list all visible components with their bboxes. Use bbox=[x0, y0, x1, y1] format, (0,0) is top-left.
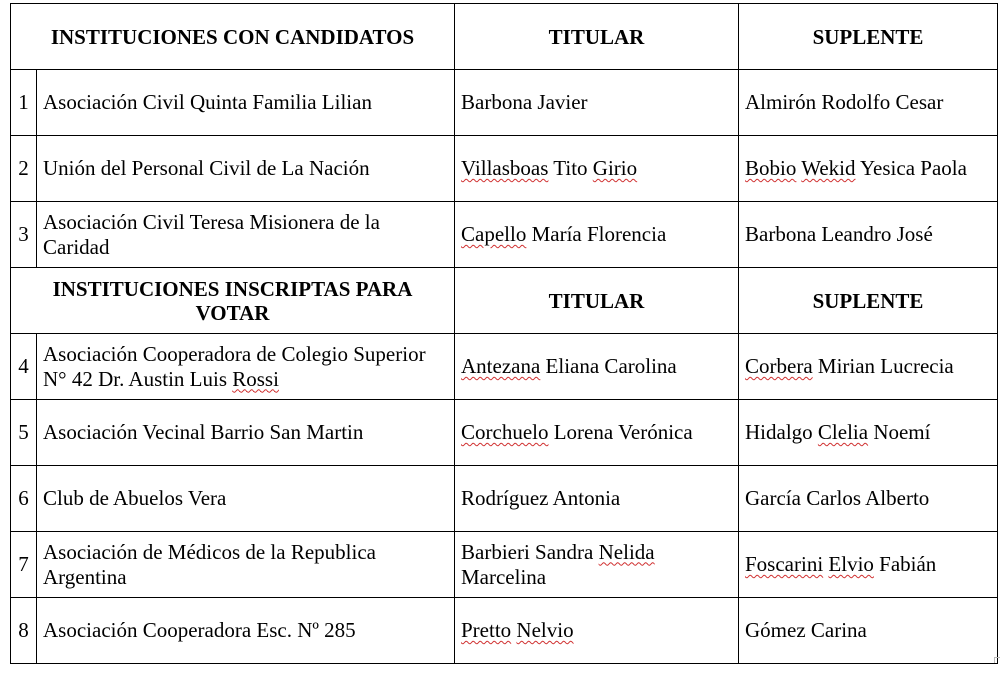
table-body bbox=[11, 4, 998, 664]
spellcheck-word: Villasboas bbox=[461, 156, 549, 180]
spellcheck-word: Nelvio bbox=[516, 618, 574, 642]
row-number: 2 bbox=[11, 136, 37, 202]
row-number: 4 bbox=[11, 334, 37, 400]
row-number: 1 bbox=[11, 70, 37, 136]
text-segment: García Carlos Alberto bbox=[745, 486, 930, 510]
text-segment: Club de Abuelos Vera bbox=[43, 486, 227, 510]
spellcheck-word: Corbera bbox=[745, 354, 813, 378]
institutions-table bbox=[10, 3, 998, 664]
institution-name bbox=[37, 598, 455, 664]
text-segment: Asociación Cooperadora Esc. Nº 285 bbox=[43, 618, 356, 642]
titular-name bbox=[455, 466, 739, 532]
header-titular: TITULAR bbox=[455, 4, 739, 70]
spellcheck-word: Pretto bbox=[461, 618, 512, 642]
text-segment: Asociación Civil Teresa Misionera de la Caridad bbox=[43, 209, 380, 259]
row-number: 6 bbox=[11, 466, 37, 532]
text-segment: María Florencia bbox=[526, 222, 667, 246]
institution-name bbox=[37, 70, 455, 136]
header-suplente: SUPLENTE bbox=[739, 268, 998, 334]
row-number: 3 bbox=[11, 202, 37, 268]
institution-name bbox=[37, 400, 455, 466]
table-row bbox=[11, 202, 998, 268]
text-segment: Unión del Personal Civil de La Nación bbox=[43, 156, 370, 180]
header-institutions: INSTITUCIONES CON CANDIDATOS bbox=[11, 4, 455, 70]
suplente-name bbox=[739, 466, 998, 532]
institution-name bbox=[37, 466, 455, 532]
table-row bbox=[11, 70, 998, 136]
spellcheck-word: Girio bbox=[592, 156, 638, 180]
text-segment: Rodríguez Antonia bbox=[461, 486, 621, 510]
titular-name bbox=[455, 400, 739, 466]
text-segment: Eliana Carolina bbox=[540, 354, 677, 378]
table-row bbox=[11, 598, 998, 664]
text-segment: Barbieri Sandra bbox=[461, 539, 599, 564]
text-segment: Barbona Leandro José bbox=[745, 222, 933, 246]
table-row bbox=[11, 466, 998, 532]
spellcheck-word: Capello bbox=[461, 222, 527, 246]
suplente-name bbox=[739, 532, 998, 598]
text-segment: Lorena Verónica bbox=[548, 420, 693, 444]
suplente-name bbox=[739, 598, 998, 664]
spellcheck-word: Bobio bbox=[745, 156, 797, 180]
text-segment: Marcelina bbox=[461, 564, 547, 589]
text-segment: Asociación Cooperadora de Colegio Superior N° 42 Dr. Austin Luis bbox=[43, 341, 426, 391]
row-number: 7 bbox=[11, 532, 37, 598]
titular-name bbox=[455, 532, 739, 598]
spellcheck-word: Rossi bbox=[232, 366, 279, 391]
text-segment: Fabián bbox=[873, 552, 937, 576]
suplente-name bbox=[739, 334, 998, 400]
section-header-row bbox=[11, 4, 998, 70]
spellcheck-word: Elvio bbox=[828, 552, 874, 576]
suplente-name bbox=[739, 202, 998, 268]
titular-name bbox=[455, 136, 739, 202]
spellcheck-word: Clelia bbox=[817, 420, 869, 444]
titular-name bbox=[455, 70, 739, 136]
titular-name bbox=[455, 334, 739, 400]
page-corner-mark bbox=[994, 657, 1000, 663]
header-titular: TITULAR bbox=[455, 268, 739, 334]
row-number: 8 bbox=[11, 598, 37, 664]
text-segment: Barbona Javier bbox=[461, 90, 588, 114]
suplente-name bbox=[739, 136, 998, 202]
table-row bbox=[11, 532, 998, 598]
text-segment: Mirian Lucrecia bbox=[812, 354, 954, 378]
spellcheck-word: Nelida bbox=[598, 539, 655, 564]
text-segment: Asociación Civil Quinta Familia Lilian bbox=[43, 90, 372, 114]
spellcheck-word: Antezana bbox=[461, 354, 541, 378]
text-segment: Noemí bbox=[868, 420, 931, 444]
text-segment: Tito bbox=[548, 156, 593, 180]
text-segment: Almirón Rodolfo Cesar bbox=[745, 90, 944, 114]
institution-name bbox=[37, 136, 455, 202]
suplente-name bbox=[739, 400, 998, 466]
section-header-row bbox=[11, 268, 998, 334]
suplente-name bbox=[739, 70, 998, 136]
table-row bbox=[11, 136, 998, 202]
text-segment: Asociación Vecinal Barrio San Martin bbox=[43, 420, 364, 444]
spellcheck-word: Foscarini bbox=[745, 552, 824, 576]
text-segment: Gómez Carina bbox=[745, 618, 867, 642]
row-number: 5 bbox=[11, 400, 37, 466]
header-suplente: SUPLENTE bbox=[739, 4, 998, 70]
titular-name bbox=[455, 598, 739, 664]
spellcheck-word: Wekid bbox=[801, 156, 856, 180]
institution-name bbox=[37, 334, 455, 400]
text-segment: Hidalgo bbox=[745, 420, 818, 444]
table-row bbox=[11, 400, 998, 466]
text-segment: Yesica Paola bbox=[855, 156, 967, 180]
institution-name bbox=[37, 202, 455, 268]
header-institutions: INSTITUCIONES INSCRIPTAS PARA VOTAR bbox=[11, 268, 455, 334]
text-segment: Asociación de Médicos de la Republica Argentina bbox=[43, 539, 376, 589]
table-row bbox=[11, 334, 998, 400]
spellcheck-word: Corchuelo bbox=[461, 420, 549, 444]
titular-name bbox=[455, 202, 739, 268]
institution-name bbox=[37, 532, 455, 598]
